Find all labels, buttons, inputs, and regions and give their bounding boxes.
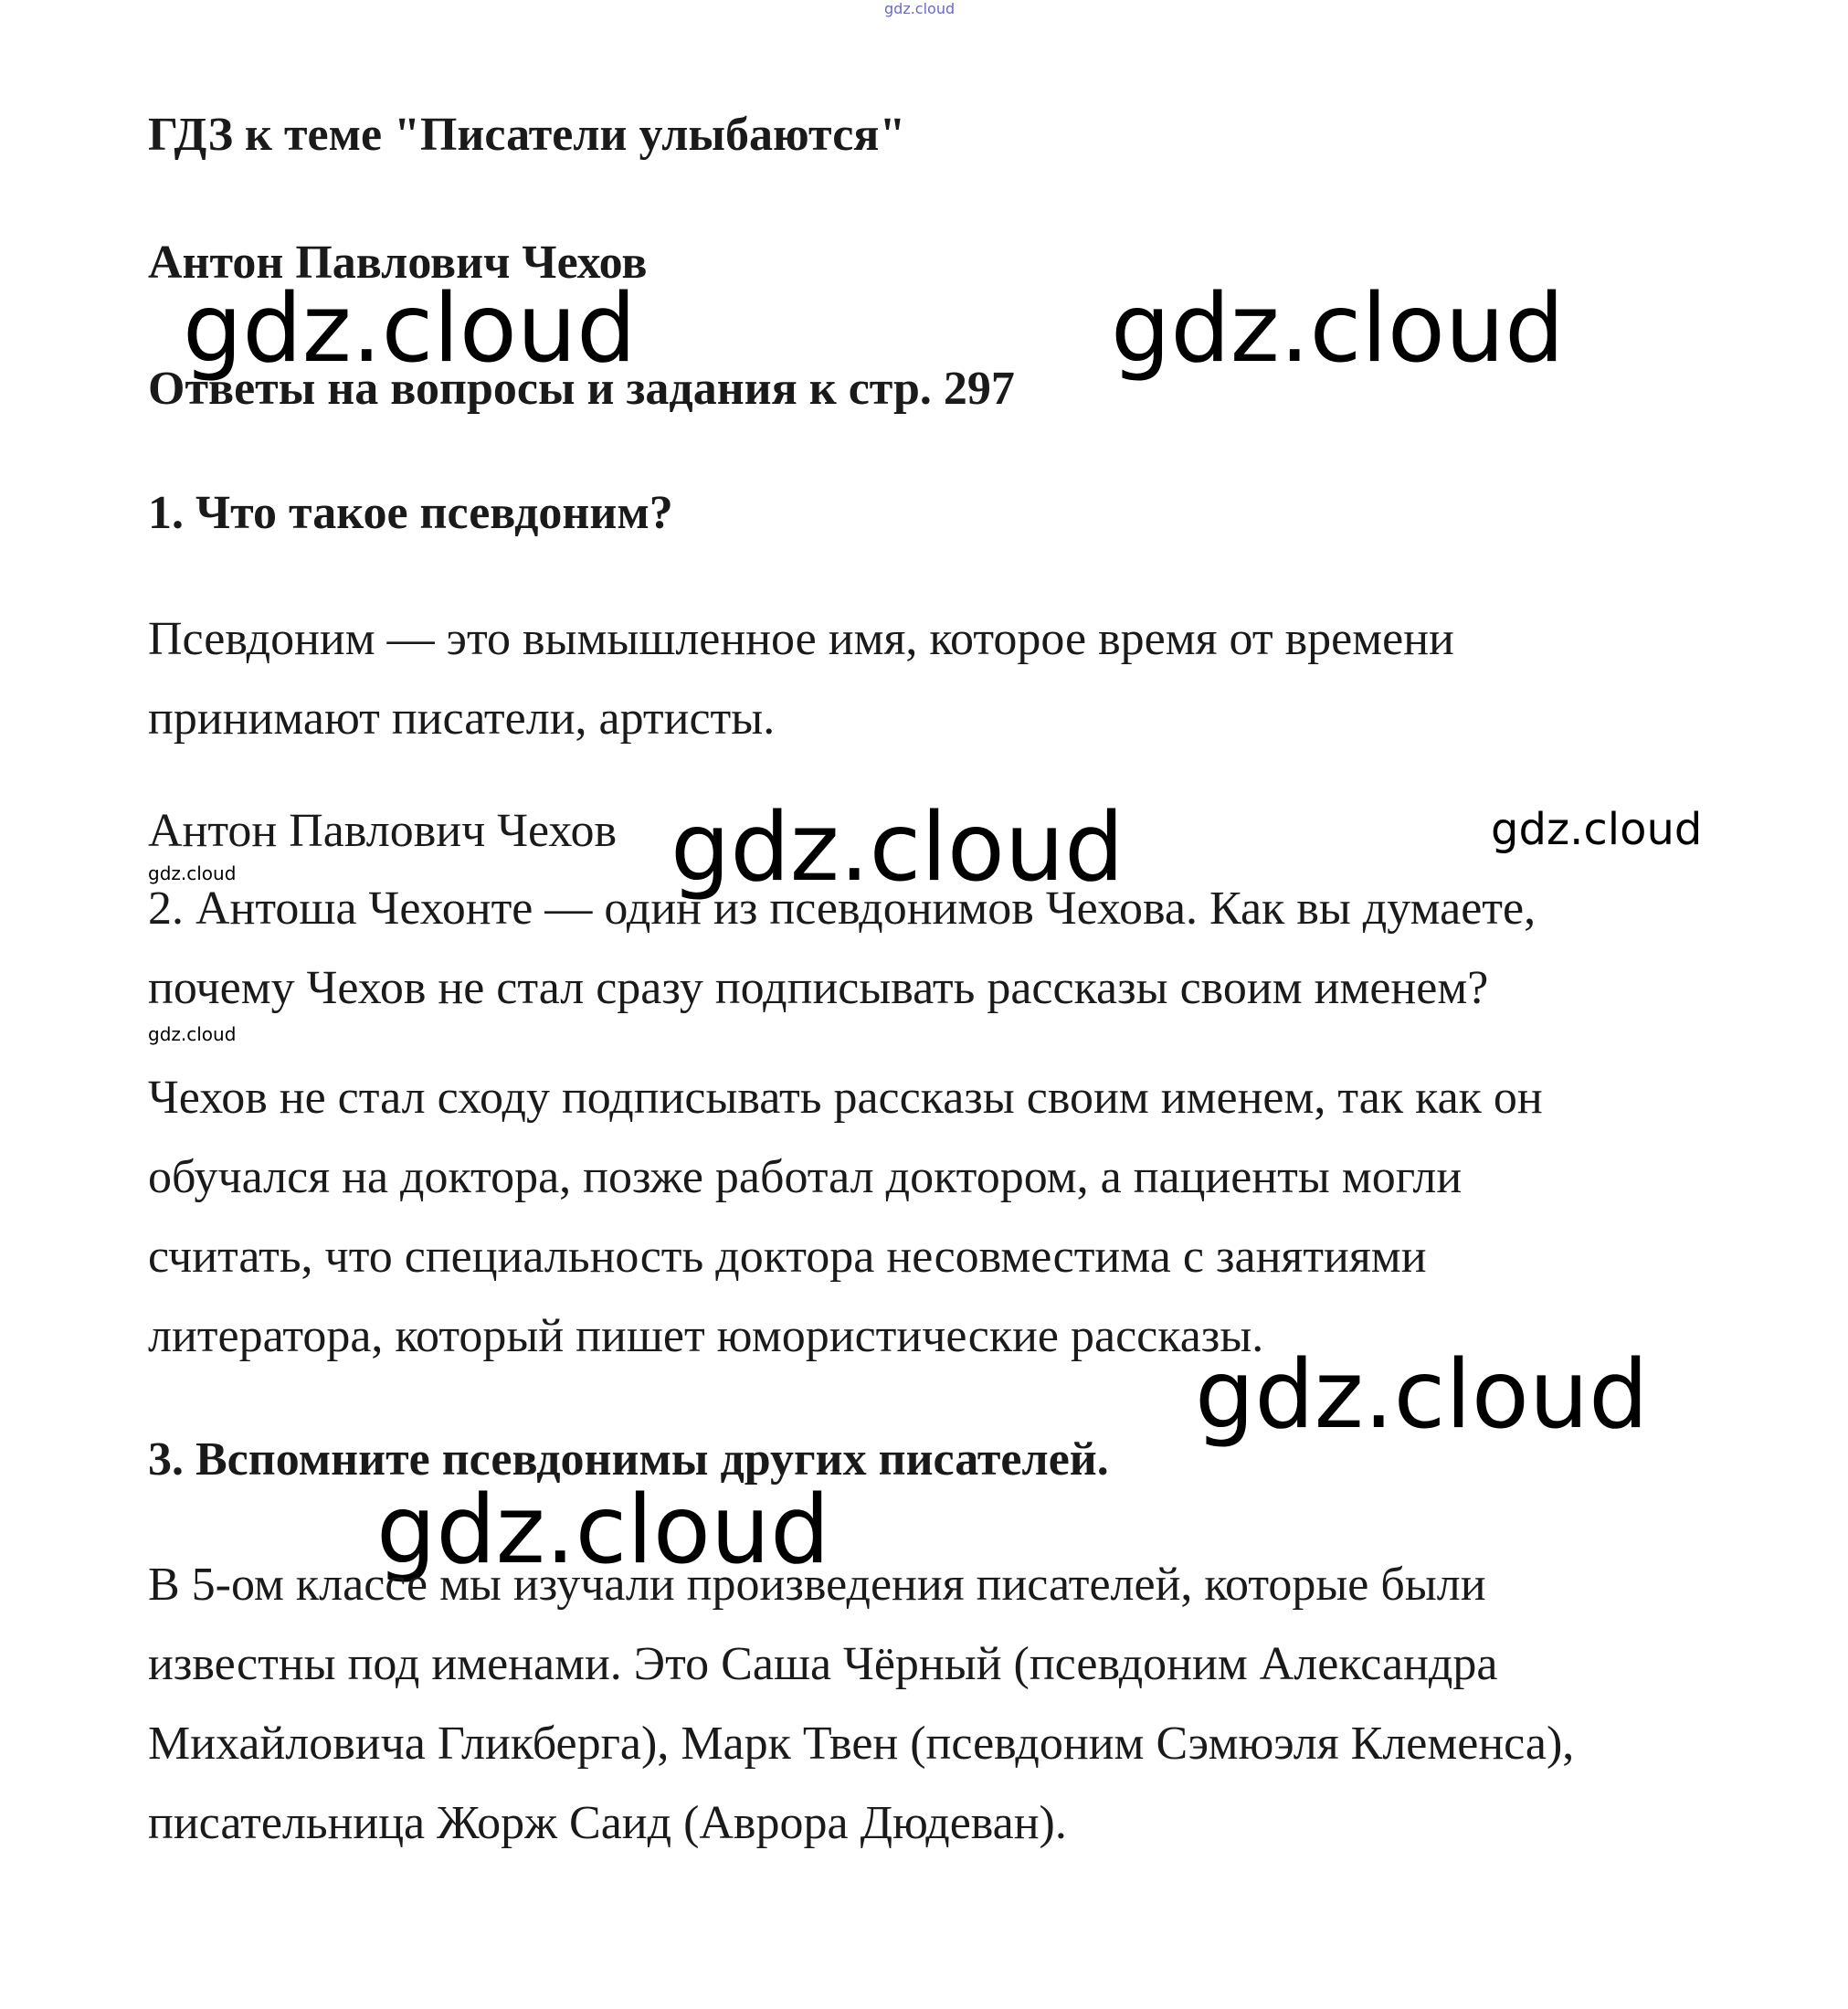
author-heading: Антон Павлович Чехов: [148, 237, 648, 289]
watermark-medium: gdz.cloud: [1491, 804, 1703, 855]
answer-3-line: известны под именами. Это Саша Чёрный (псевдоним Александра: [148, 1638, 1498, 1690]
page-title: ГДЗ к теме "Писатели улыбаются": [148, 109, 906, 161]
answer-2-line: обучался на доктора, позже работал доктором, а пациенты могли: [148, 1151, 1463, 1203]
answer-1-line: Псевдоним — это вымышленное имя, которое время от времени: [148, 613, 1454, 665]
answer-2-line: считать, что специальность доктора несовместима с занятиями: [148, 1231, 1427, 1283]
answer-3-line: Михайловича Гликберга), Марк Твен (псевдоним Сэмюэля Клеменса),: [148, 1718, 1575, 1770]
watermark-small: gdz.cloud: [148, 1023, 237, 1045]
watermark-small: gdz.cloud: [148, 862, 237, 884]
answer-2-line: Чехов не стал сходу подписывать рассказы своим именем, так как он: [148, 1072, 1543, 1124]
question-2-line: 2. Антоша Чехонте — один из псевдонимов Чехова. Как вы думаете,: [148, 883, 1536, 935]
question-2-line: почему Чехов не стал сразу подписывать рассказы своим именем?: [148, 962, 1489, 1014]
watermark-large: gdz.cloud: [671, 793, 1125, 903]
question-3: 3. Вспомните псевдонимы других писателей.: [148, 1433, 1109, 1486]
answer-3-line: В 5-ом классе мы изучали произведения писателей, которые были: [148, 1559, 1486, 1611]
watermark-large: gdz.cloud: [1195, 1340, 1649, 1450]
watermark-large: gdz.cloud: [1111, 274, 1565, 384]
answer-2-line: литератора, который пишет юмористические рассказы.: [148, 1310, 1264, 1362]
answer-1-line: принимают писатели, артисты.: [148, 693, 776, 745]
watermark-large: gdz.cloud: [376, 1475, 830, 1585]
question-1: 1. Что такое псевдоним?: [148, 487, 673, 539]
answer-3-line: писательница Жорж Саид (Аврора Дюдеван).: [148, 1797, 1067, 1849]
author-label: Антон Павлович Чехов: [148, 805, 617, 857]
watermark-top: gdz.cloud: [884, 0, 956, 17]
section-heading: Ответы на вопросы и задания к стр. 297: [148, 363, 1015, 415]
watermark-large: gdz.cloud: [183, 274, 637, 384]
